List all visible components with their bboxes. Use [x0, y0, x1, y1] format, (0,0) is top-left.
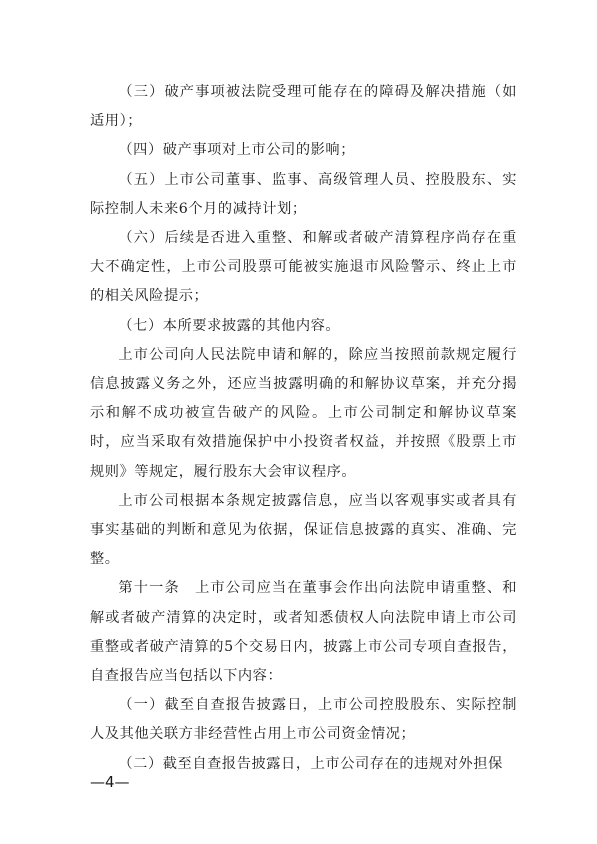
- paragraph-article-11: 第十一条 上市公司应当在董事会作出向法院申请重整、和解或者破产清算的决定时，或者知悉债权人向法院申请上市公司重整或者破产清算的5个交易日内，披露上市公司专项自查报告，自查报告应当包括以下内容：: [90, 580, 517, 685]
- document-body: [90, 78, 517, 779]
- paragraph-item-7-other: （七）本所要求披露的其他内容。: [118, 317, 341, 334]
- paragraph-item-6-risk-warning: （六）后续是否进入重整、和解或者破产清算程序尚存在重大不确定性，上市公司股票可能被实施退市风险警示、终止上市的相关风险提示；: [90, 230, 517, 305]
- paragraph-item-5-reduction-plan: （五）上市公司董事、监事、高级管理人员、控股股东、实际控制人未来6个月的减持计划；: [90, 171, 517, 217]
- paragraph-item-3-obstacles: （三）破产事项被法院受理可能存在的障碍及解决措施（如适用）；: [90, 84, 517, 130]
- paragraph-sub-item-1-fund-occupation: （一）截至自查报告披露日，上市公司控股股东、实际控制人及其他关联方非经营性占用上市公司资金情况；: [90, 697, 517, 743]
- paragraph-item-4-impact: （四）破产事项对上市公司的影响；: [118, 142, 355, 159]
- paragraph-disclosure-basis: 上市公司根据本条规定披露信息，应当以客观事实或者具有事实基础的判断和意见为依据，保证信息披露的真实、准确、完整。: [90, 492, 517, 568]
- page-number: —4—: [90, 773, 130, 791]
- paragraph-settlement-application: 上市公司向人民法院申请和解的，除应当按照前款规定履行信息披露义务之外，还应当披露明确的和解协议草案，并充分揭示和解不成功被宣告破产的风险。上市公司制定和解协议草案时，应当采取有效措施保护中小投资者权益，并按照《股票上市规则》等规定，履行股东大会审议程序。: [90, 346, 517, 480]
- paragraph-sub-item-2-guarantee: （二）截至自查报告披露日，上市公司存在的违规对外担保: [118, 755, 503, 772]
